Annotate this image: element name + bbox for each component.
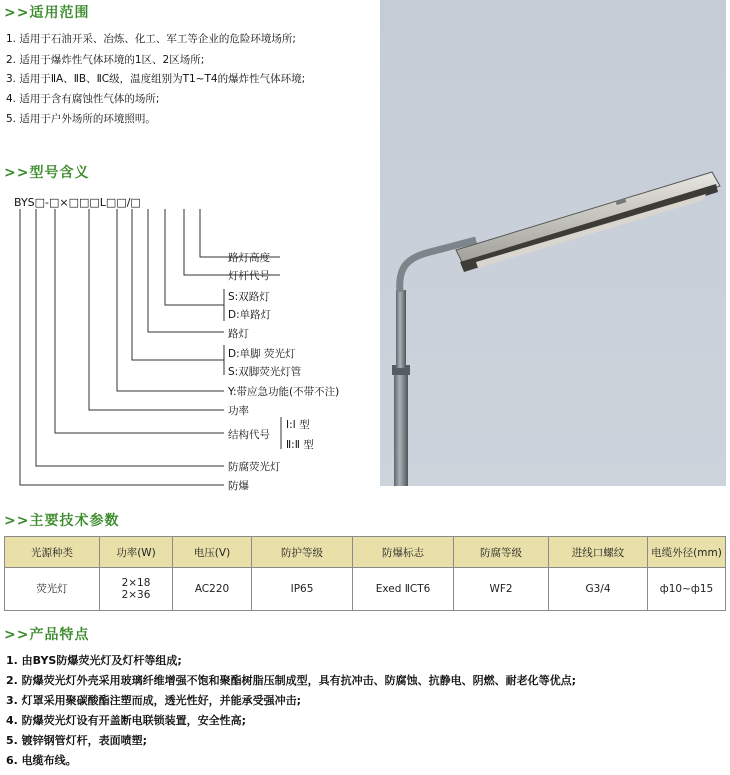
legend-s-double: S:双路灯: [228, 291, 270, 303]
cell-power-1: 2×18: [121, 577, 151, 589]
scope-item-2: 2. 适用于爆炸性气体环境的1区、2区场所;: [6, 54, 205, 66]
scope-item-1: 1. 适用于石油开采、冶炼、化工、军工等企业的危险环境场所;: [6, 33, 296, 45]
product-photo: [380, 0, 726, 486]
legend-pole: 灯杆代号: [228, 270, 270, 282]
tech-heading: >>主要技术参数: [4, 513, 120, 529]
cell-protection: IP65: [252, 568, 353, 611]
scope-item-5: 5. 适用于户外场所的环境照明。: [6, 113, 156, 125]
table-header: 进线口螺纹: [549, 537, 648, 568]
model-code: BYS□-□×□□□L□□/□: [14, 196, 141, 209]
table-header: 防护等级: [252, 537, 353, 568]
table-header-row: [5, 537, 726, 568]
legend-anticorrosion: 防腐荧光灯: [228, 461, 281, 473]
feature-item-1: 1. 由BYS防爆荧光灯及灯杆等组成;: [6, 654, 182, 667]
table-header: 电缆外径(mm): [648, 537, 726, 568]
legend-emergency: Y:带应急功能(不带不注): [228, 386, 340, 398]
cell-anticorrosion: WF2: [454, 568, 549, 611]
legend-street: 路灯: [228, 328, 249, 340]
model-diagram-lines: [0, 205, 380, 505]
legend-height: 路灯高度: [228, 252, 270, 264]
features-heading: >>产品特点: [4, 627, 90, 643]
tech-params-table: [4, 536, 726, 611]
feature-item-2: 2. 防爆荧光灯外壳采用玻璃纤维增强不饱和聚酯树脂压制成型，具有抗冲击、防腐蚀、抗静电、阴燃、耐老化等优点;: [6, 674, 577, 687]
table-header: 防腐等级: [454, 537, 549, 568]
legend-s-double-pin: S:双脚荧光灯管: [228, 366, 302, 378]
legend-d-single: D:单路灯: [228, 309, 272, 321]
feature-item-3: 3. 灯罩采用聚碳酸酯注塑而成，透光性好，并能承受强冲击;: [6, 694, 302, 707]
street-lamp-illustration: [380, 0, 726, 486]
legend-type1: Ⅰ:Ⅰ 型: [286, 419, 310, 431]
feature-item-5: 5. 镀锌钢管灯杆，表面喷塑;: [6, 734, 148, 747]
legend-structure: 结构代号: [228, 429, 270, 441]
feature-item-4: 4. 防爆荧光灯设有开盖断电联锁装置，安全性高;: [6, 714, 247, 727]
model-heading: >>型号含义: [4, 165, 90, 181]
cell-cable: ф10~ф15: [648, 568, 726, 611]
table-header: 电压(V): [173, 537, 252, 568]
table-header: 防爆标志: [353, 537, 454, 568]
cell-explosion-mark: Exed ⅡCT6: [353, 568, 454, 611]
legend-type2: Ⅱ:Ⅱ 型: [286, 439, 314, 451]
table-row: [5, 568, 726, 611]
table-header: 光源种类: [5, 537, 100, 568]
scope-heading: >>适用范围: [4, 5, 90, 21]
cell-power-2: 2×36: [121, 589, 151, 601]
scope-item-3: 3. 适用于ⅡA、ⅡB、ⅡC级，温度组别为T1~T4的爆炸性气体环境;: [6, 73, 306, 85]
feature-item-6: 6. 电缆布线。: [6, 754, 77, 767]
cell-light: 荧光灯: [5, 568, 100, 611]
legend-d-single-pin: D:单脚 荧光灯: [228, 348, 296, 360]
legend-power: 功率: [228, 405, 249, 417]
cell-power: [100, 568, 173, 611]
cell-voltage: AC220: [173, 568, 252, 611]
scope-item-4: 4. 适用于含有腐蚀性气体的场所;: [6, 93, 160, 105]
table-header: 功率(W): [100, 537, 173, 568]
legend-explosion: 防爆: [228, 480, 249, 492]
cell-thread: G3/4: [549, 568, 648, 611]
